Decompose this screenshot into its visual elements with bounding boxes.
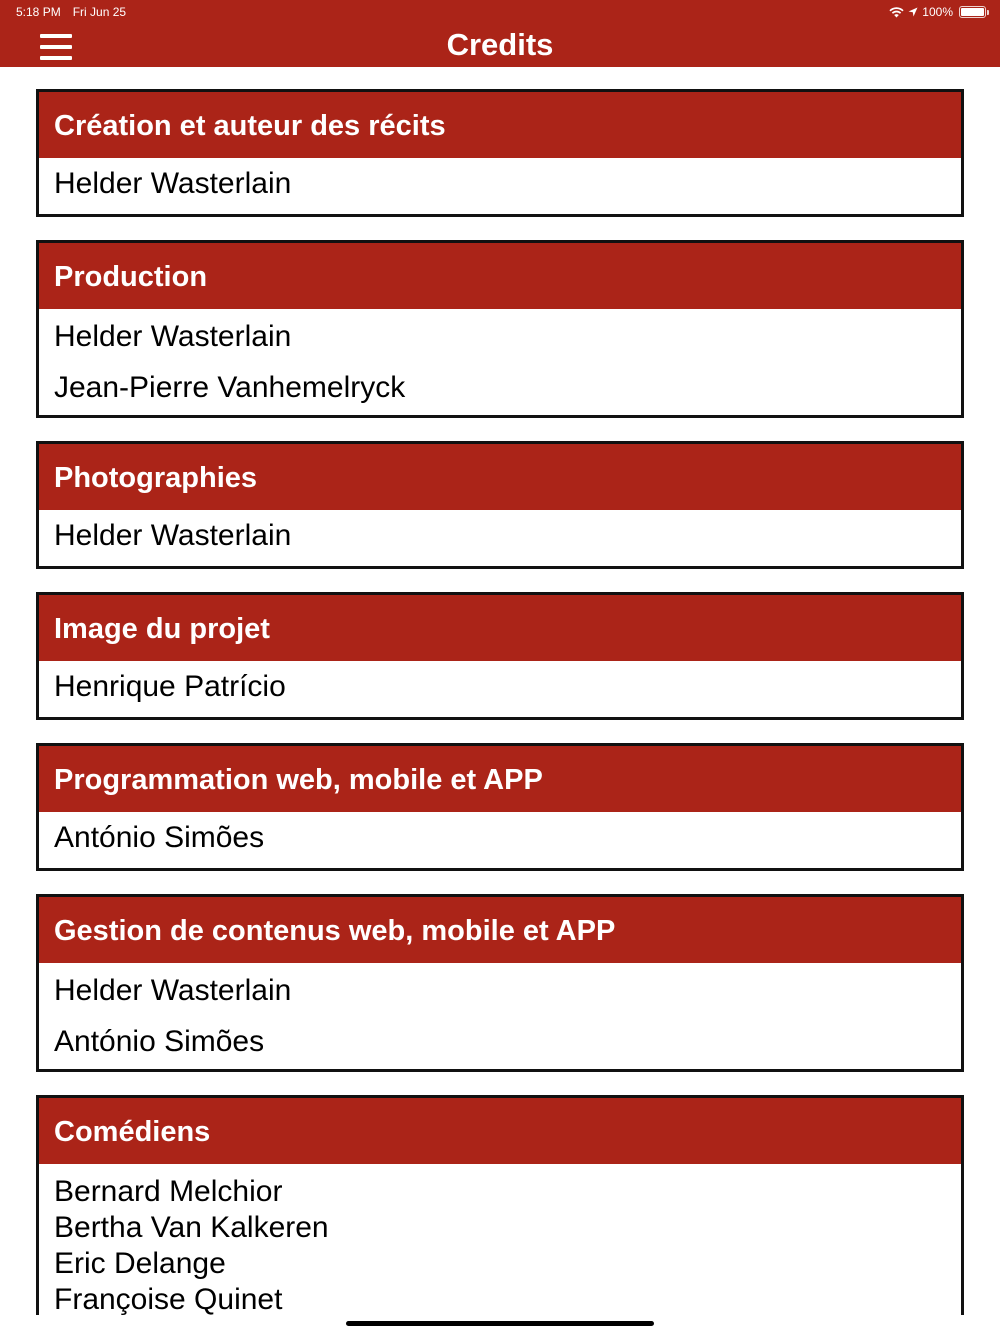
- section-header: Programmation web, mobile et APP: [39, 746, 961, 812]
- credit-section: [36, 894, 964, 1072]
- credits-list[interactable]: [36, 89, 964, 1315]
- location-icon: [908, 7, 918, 17]
- credit-name: Henrique Patrício: [54, 670, 286, 703]
- credit-name: Eric Delange: [54, 1247, 226, 1280]
- credit-section: [36, 1095, 964, 1315]
- status-time: 5:18 PM: [16, 5, 61, 19]
- credit-name: Helder Wasterlain: [54, 167, 292, 200]
- credit-name: António Simões: [54, 821, 265, 854]
- section-header: Création et auteur des récits: [39, 92, 961, 158]
- status-bar-time: [16, 5, 126, 19]
- credit-name: Helder Wasterlain: [54, 320, 292, 353]
- section-header: Gestion de contenus web, mobile et APP: [39, 897, 961, 963]
- credit-section: [36, 240, 964, 418]
- section-header: Production: [39, 243, 961, 309]
- credit-name: Jean-Pierre Vanhemelryck: [54, 371, 406, 404]
- section-header: Photographies: [39, 444, 961, 510]
- section-header: Comédiens: [39, 1098, 961, 1164]
- credit-section: [36, 743, 964, 871]
- credit-name: Bertha Van Kalkeren: [54, 1211, 329, 1244]
- section-header: Image du projet: [39, 595, 961, 661]
- credit-name: Helder Wasterlain: [54, 974, 292, 1007]
- credit-name: António Simões: [54, 1025, 265, 1058]
- navigation-bar: [0, 0, 1000, 67]
- status-date: Fri Jun 25: [72, 5, 127, 19]
- battery-percentage: 100%: [922, 5, 953, 19]
- battery-icon: [959, 6, 986, 18]
- wifi-icon: [889, 7, 904, 18]
- credit-name: Bernard Melchior: [54, 1175, 283, 1208]
- credit-name: Françoise Quinet: [54, 1283, 283, 1315]
- credit-section: [36, 89, 964, 217]
- status-bar-indicators: [889, 4, 986, 20]
- credit-section: [36, 441, 964, 569]
- credit-section: [36, 592, 964, 720]
- home-indicator[interactable]: [346, 1321, 654, 1326]
- credit-name: Helder Wasterlain: [54, 519, 292, 552]
- page-title: Credits: [446, 27, 554, 62]
